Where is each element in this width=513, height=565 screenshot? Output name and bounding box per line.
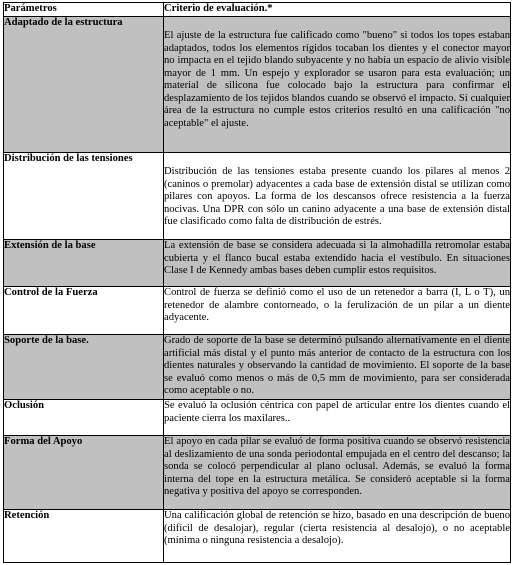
table-row — [4, 335, 511, 400]
criteria-cell — [164, 510, 511, 563]
table-row — [4, 436, 511, 510]
criteria-cell — [164, 153, 511, 240]
criteria-text: El apoyo en cada pilar se evaluó de forma positiva cuando se observó resistencia al deslizamiento de una sonda periodontal empujada en el centro del descanso; la sonda se colocó perpendicular al plano oclusal. Además, se evaluó la forma interna del tope en la estructura metálica. Se consideró aceptable si la forma negativa y positiva del apoyo se corresponden. — [164, 436, 510, 497]
param-cell: Oclusión — [4, 400, 164, 436]
criteria-cell — [164, 436, 511, 510]
table-row — [4, 400, 511, 436]
table-row — [4, 17, 511, 153]
criteria-cell — [164, 335, 511, 400]
param-cell: Control de la Fuerza — [4, 287, 164, 335]
criteria-cell — [164, 400, 511, 436]
param-cell: Adaptado de la estructura — [4, 17, 164, 153]
criteria-text: Grado de soporte de la base se determinó pulsando alternativamente en el diente artificial más distal y el punto más anterior de contacto de la estructura con los dientes naturales y observando la cantidad de movimiento. El soporte de la base se evaluó como menos o más de 0,5 mm de movimiento, para ser considerada como aceptable o no. — [164, 335, 510, 396]
header-criterio: Criterio de evaluación.* — [164, 3, 511, 17]
param-cell: Distribución de las tensiones — [4, 153, 164, 240]
table-row — [4, 510, 511, 563]
criteria-text: Distribución de las tensiones estaba presente cuando los pilares al menos 2 (caninos o premolar) adyacentes a cada base de extensión distal se utilizan como pilares con apoyos. La forma de los descansos ofrece resistencia a la fuerza nocivas. Una DPR con sólo un canino adyacente a una base de extensión distal fue clasificado como falta de distribución de estrés. — [164, 166, 510, 227]
param-cell: Extensión de la base — [4, 240, 164, 287]
criteria-cell — [164, 240, 511, 287]
table-row — [4, 153, 511, 240]
header-parametros: Parámetros — [4, 3, 164, 17]
criteria-cell — [164, 17, 511, 153]
table-row — [4, 240, 511, 287]
criteria-text: Una calificación global de retención se hizo, basado en una descripción de bueno (difícil de desalojar), regular (cierta resistencia al desalojo), o no aceptable (mínima o ninguna resistencia a desalojo). — [164, 510, 510, 546]
criteria-text: El ajuste de la estructura fue calificado como "bueno" si todos los topes estaban adaptados, todos los elementos rígidos tocaban los dientes y el conector mayor no impacta en el tejido blando subyacente y no había un espacio de alivio visible mayor de 1 mm. Un espejo y explorador se usaron para esta evaluación; un material de silicona fue colocado bajo la estructura para confirmar el desplazamiento de los tejidos blandos cuando se observó el impacto. Si cualquier área de la estructura no cumple estos criterios resultó en una calificación "no aceptable" el ajuste. — [164, 30, 510, 129]
evaluation-criteria-table — [3, 2, 511, 563]
table-row — [4, 287, 511, 335]
criteria-text: Control de fuerza se definió como el uso de un retenedor a barra (I, L o T), un retenedor de alambre contorneado, o la ferulización de un pilar a un diente adyacente. — [164, 287, 510, 323]
param-cell: Forma del Apoyo — [4, 436, 164, 510]
criteria-cell — [164, 287, 511, 335]
table-header-row — [4, 3, 511, 17]
criteria-text: La extensión de base se considera adecuada si la almohadilla retromolar estaba cubierta y el flanco bucal estaba extendido hacia el vestíbulo. En situaciones Clase I de Kennedy ambas bases deben cumplir estos requisitos. — [164, 240, 510, 276]
criteria-text: Se evaluó la oclusión céntrica con papel de articular entre los dientes cuando el paciente cierra los maxilares.. — [164, 400, 510, 424]
param-cell: Retención — [4, 510, 164, 563]
param-cell: Soporte de la base. — [4, 335, 164, 400]
